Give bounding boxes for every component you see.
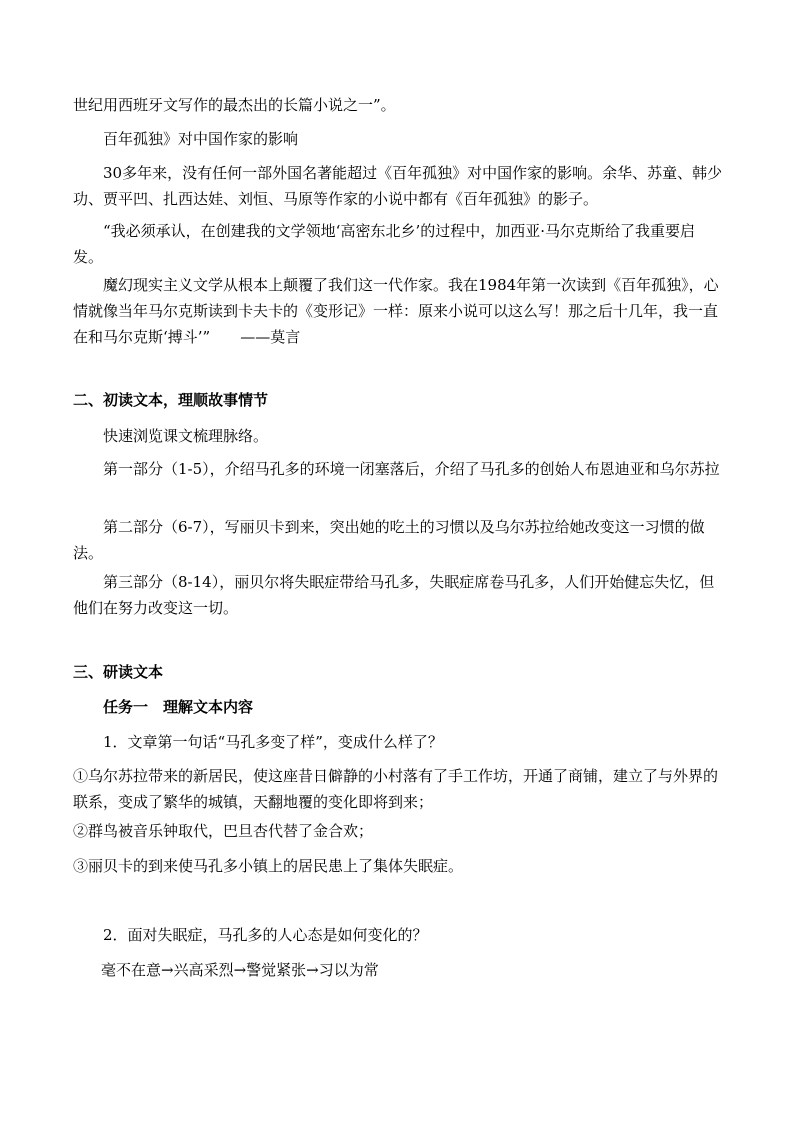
paragraph-moyan-quote-2: 魔幻现实主义文学从根本上颠覆了我们这一代作家。我在1984年第一次读到《百年孤独》，心情就像当年马尔克斯读到卡夫卡的《变形记》一样：原来小说可以这么写！那之后十几年，我一直在和马尔克斯‘搏斗’” ——莫言 [73,276,719,346]
paragraph-influence: 30多年来，没有任何一部外国名著能超过《百年孤独》对中国作家的影响。余华、苏童、韩少功、贾平凹、扎西达娃、刘恒、马原等作家的小说中都有《百年孤独》的影子。 [73,164,723,208]
heading-section-3: 三、研读文本 [73,663,164,681]
paragraph-moyan-quote-1: “我必须承认，在创建我的文学领地‘高密东北乡’的过程中，加西亚·马尔克斯给了我重要启发。 [73,222,695,266]
task-1-title: 任务一 理解文本内容 [103,698,254,716]
paragraph-part-1: 第一部分（1-5），介绍马孔多的环境一闭塞落后，介绍了马孔多的创始人布恩迪亚和乌尔苏拉 [103,460,720,478]
paragraph-quote-end: 世纪用西班牙文写作的最杰出的长篇小说之一”。 [73,96,396,114]
section-title-influence: 百年孤独》对中国作家的影响 [103,130,299,148]
paragraph-browse: 快速浏览课文梳理脉络。 [103,427,269,445]
answer-1-point-2: ②群鸟被音乐钟取代，巴旦杏代替了金合欢； [73,822,374,840]
answer-1-point-1: ①乌尔苏拉带来的新居民，使这座昔日僻静的小村落有了手工作坊，开通了商铺，建立了与外界的联系，变成了繁华的城镇，天翻地覆的变化即将到来； [73,767,719,811]
question-2: 2．面对失眠症，马孔多的人心态是如何变化的？ [103,926,428,944]
paragraph-part-3: 第三部分（8-14），丽贝尔将失眠症带给马孔多，失眠症席卷马孔多，人们开始健忘失忆，但他们在努力改变这一切。 [73,573,715,617]
heading-section-2: 二、初读文本，理顺故事情节 [73,391,269,409]
answer-1-point-3: ③丽贝卡的到来使马孔多小镇上的居民患上了集体失眠症。 [73,857,464,875]
paragraph-part-2: 第二部分（6-7），写丽贝卡到来，突出她的吃土的习惯以及乌尔苏拉给她改变这一习惯的做法。 [73,518,705,562]
answer-2: 毫不在意→兴高采烈→警觉紧张→习以为常 [101,961,379,979]
question-1: 1．文章第一句话“马孔多变了样”，变成什么样了？ [103,733,443,751]
